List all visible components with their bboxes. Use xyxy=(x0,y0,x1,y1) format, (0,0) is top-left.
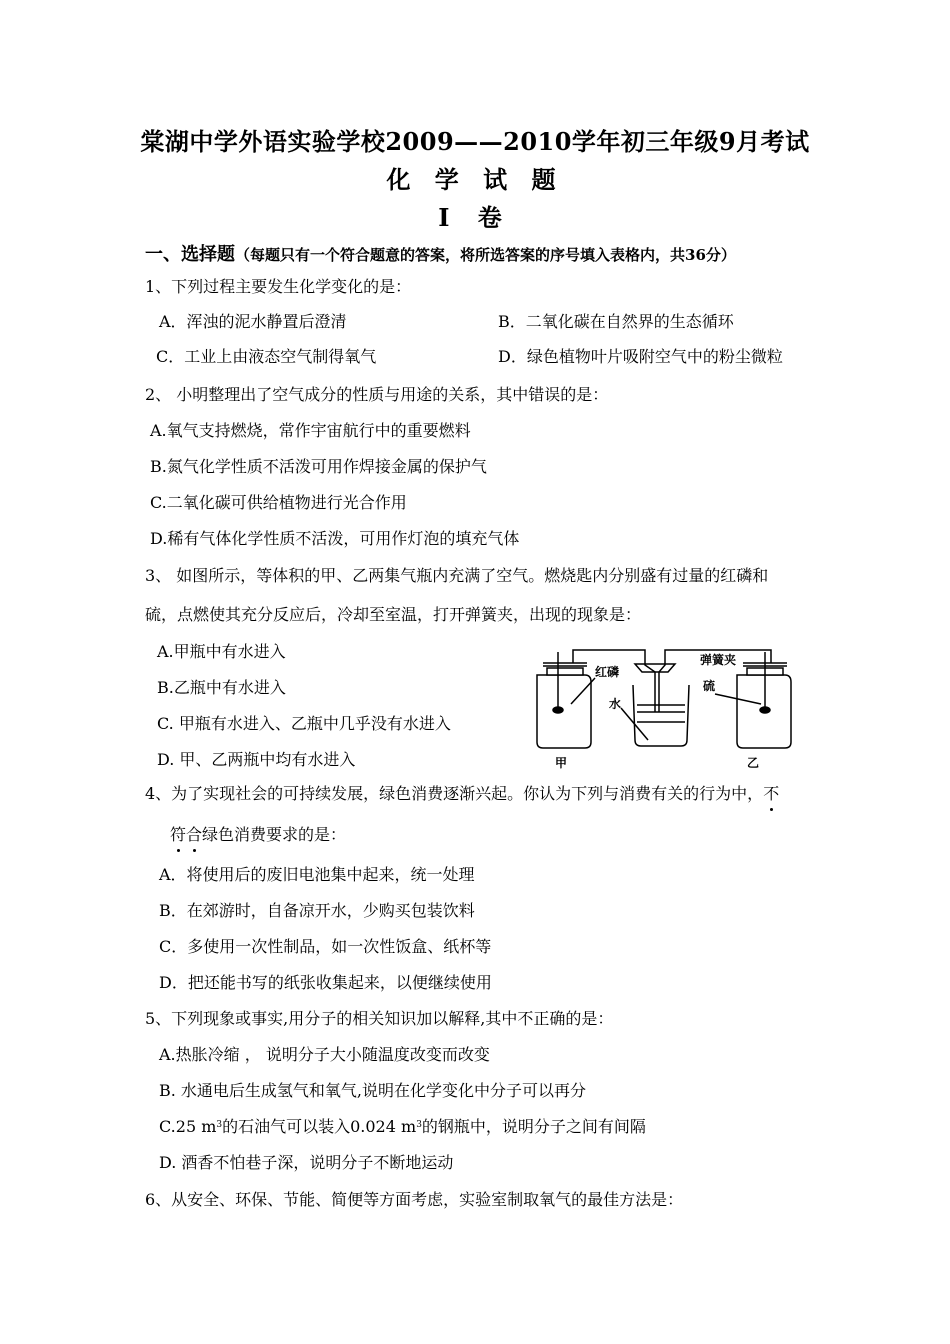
q4-stem-line2 xyxy=(170,825,346,845)
label-water: 水 xyxy=(609,697,622,711)
q4-option-b: B．在郊游时，自备凉开水，少购买包装饮料 xyxy=(159,901,475,920)
q6-stem: 6、从安全、环保、节能、简便等方面考虑，实验室制取氧气的最佳方法是： xyxy=(145,1190,684,1209)
q2-option-c: C.二氧化碳可供给植物进行光合作用 xyxy=(150,493,407,512)
q4-option-a: A．将使用后的废旧电池集中起来，统一处理 xyxy=(159,865,475,884)
q5-c-part2: 的石油气可以装入0.024 m xyxy=(222,1117,417,1136)
q5-option-d: D. 酒香不怕巷子深，说明分子不断地运动 xyxy=(159,1153,454,1172)
q2-option-d: D.稀有气体化学性质不活泼，可用作灯泡的填充气体 xyxy=(150,529,520,548)
q5-option-b: B. 水通电后生成氢气和氧气,说明在化学变化中分子可以再分 xyxy=(159,1081,587,1100)
q3-option-b: B.乙瓶中有水进入 xyxy=(157,678,286,697)
q4-emphasis-fu: 符 xyxy=(170,825,187,844)
q2-option-b: B.氮气化学性质不活泼可用作焊接金属的保护气 xyxy=(150,457,487,476)
q3-stem-line1: 3、 如图所示，等体积的甲、乙两集气瓶内充满了空气。燃烧匙内分别盛有过量的红磷和 xyxy=(145,566,769,585)
label-jar-jia: 甲 xyxy=(555,756,568,770)
school-exam-title: 棠湖中学外语实验学校2009——2010学年初三年级9月考试 xyxy=(140,127,810,156)
q5-option-c xyxy=(159,1117,646,1137)
q4-option-d: D．把还能书写的纸张收集起来，以便继续使用 xyxy=(159,973,492,992)
q3-stem-line2: 硫，点燃使其充分反应后，冷却至室温，打开弹簧夹，出现的现象是： xyxy=(145,605,642,624)
q1-stem: 1、下列过程主要发生化学变化的是： xyxy=(145,277,412,296)
q4-stem-line1 xyxy=(145,784,779,804)
label-red-phosphorus: 红磷 xyxy=(595,665,620,679)
beaker xyxy=(633,685,689,746)
spoon-yi xyxy=(760,707,770,713)
q4-emphasis-not: 不 xyxy=(763,784,780,803)
q2-option-a: A.氧气支持燃烧，常作宇宙航行中的重要燃料 xyxy=(150,421,471,440)
q4-stem-text: 4、为了实现社会的可持续发展，绿色消费逐渐兴起。你认为下列与消费有关的行为中， xyxy=(145,784,764,803)
q1-option-b: B．二氧化碳在自然界的生态循环 xyxy=(498,312,734,331)
subject-title: 化 学 试 题 xyxy=(386,165,564,194)
q5-c-superscript2: 3 xyxy=(416,1120,422,1130)
q3-option-c: C. 甲瓶有水进入、乙瓶中几乎没有水进入 xyxy=(157,714,451,733)
stopper-jia xyxy=(547,668,583,675)
q1-option-c: C．工业上由液态空气制得氧气 xyxy=(156,347,377,366)
section-instructions: （每题只有一个符合题意的答案，将所选答案的序号填入表格内，共36分） xyxy=(235,246,736,264)
label-sulfur: 硫 xyxy=(703,679,716,693)
q4-emphasis-he: 合 xyxy=(186,825,203,844)
jar-jia xyxy=(537,675,591,748)
section-title: 一、选择题 xyxy=(145,244,235,265)
q5-c-part1: C.25 m xyxy=(159,1117,217,1136)
q5-c-part3: 的钢瓶中，说明分子之间有间隔 xyxy=(421,1117,646,1136)
q5-stem: 5、下列现象或事实,用分子的相关知识加以解释,其中不正确的是： xyxy=(145,1009,614,1028)
q3-option-a: A.甲瓶中有水进入 xyxy=(157,642,286,661)
label-spring-clamp: 弹簧夹 xyxy=(700,653,737,667)
q2-stem: 2、 小明整理出了空气成分的性质与用途的关系，其中错误的是： xyxy=(145,385,609,404)
section-heading xyxy=(145,240,736,266)
q1-option-a: A．浑浊的泥水静置后澄清 xyxy=(159,312,347,331)
spoon-jia xyxy=(553,707,563,713)
q3-option-d: D. 甲、乙两瓶中均有水进入 xyxy=(157,750,356,769)
q4-stem-rest: 绿色消费要求的是： xyxy=(202,825,347,844)
q1-option-d: D．绿色植物叶片吸附空气中的粉尘微粒 xyxy=(498,347,783,366)
gas-jar-apparatus-figure xyxy=(525,642,805,772)
q4-option-c: C．多使用一次性制品，如一次性饭盒、纸杯等 xyxy=(159,937,492,956)
q5-c-superscript1: 3 xyxy=(216,1120,223,1130)
volume-title: Ⅰ 卷 xyxy=(438,203,512,232)
spring-clamp xyxy=(635,664,675,672)
q5-option-a: A.热胀冷缩 ， 说明分子大小随温度改变而改变 xyxy=(159,1045,490,1064)
label-jar-yi: 乙 xyxy=(747,756,760,770)
